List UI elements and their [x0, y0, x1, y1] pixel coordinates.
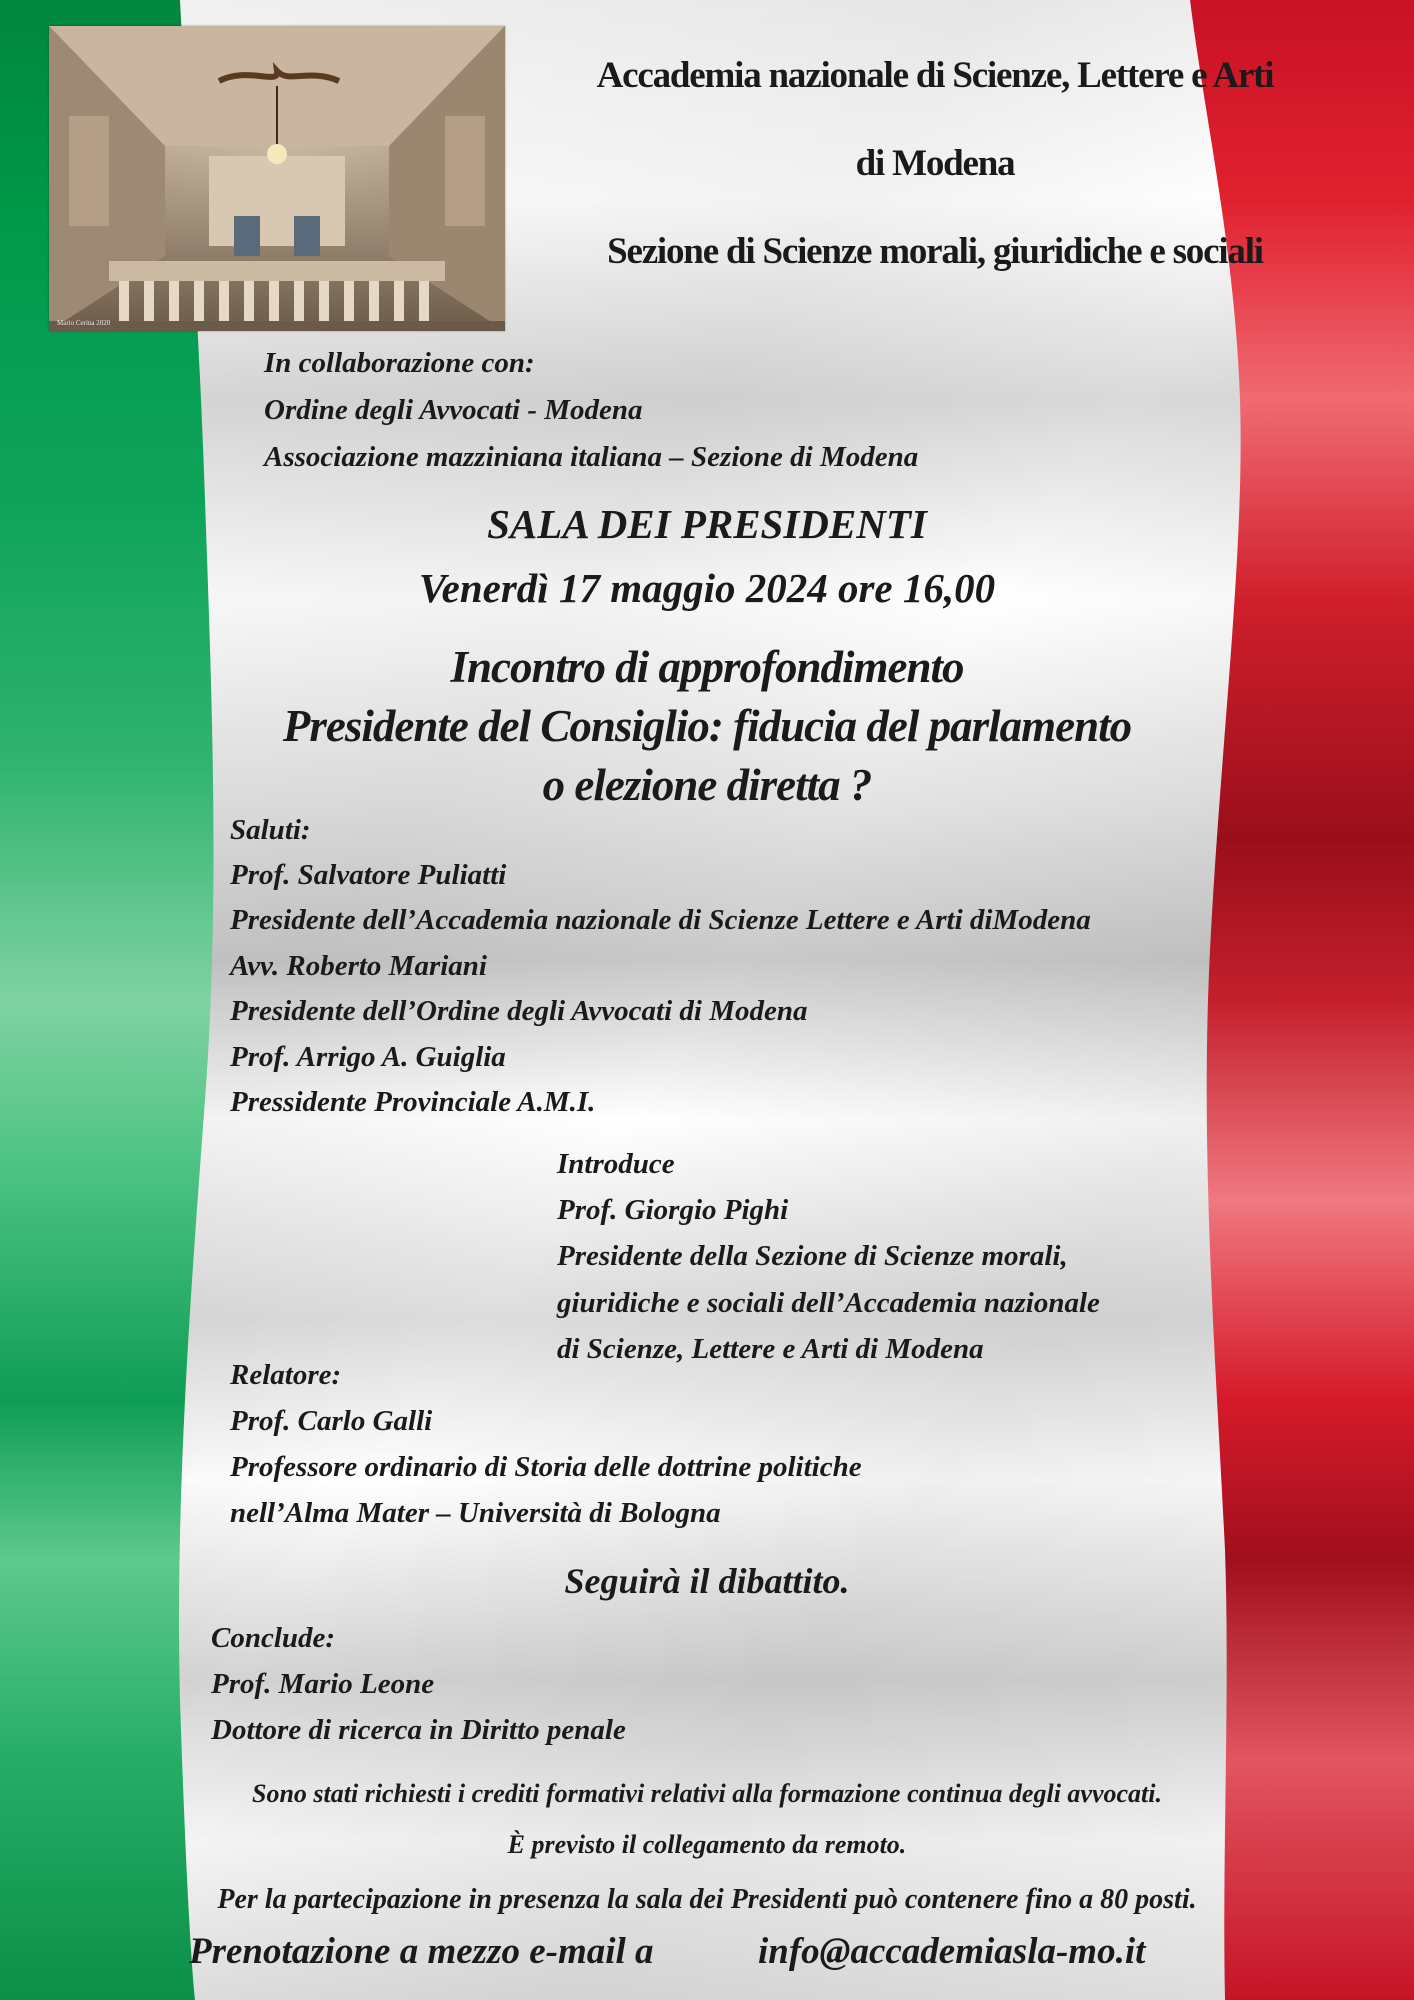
booking-email[interactable]: info@accademiasla-mo.it — [758, 1931, 1146, 1972]
saluti-line: Presidente dell’Ordine degli Avvocati di Modena — [230, 995, 808, 1027]
collaboration-label: In collaborazione con: — [264, 347, 535, 379]
academy-city: di Modena — [855, 143, 1015, 184]
academy-name: Accademia nazionale di Scienze, Lettere e Arti — [596, 55, 1274, 96]
event-datetime: Venerdì 17 maggio 2024 ore 16,00 — [418, 565, 996, 611]
booking-label: Prenotazione a mezzo e-mail a — [189, 1931, 654, 1972]
event-venue: SALA DEI PRESIDENTI — [487, 501, 927, 547]
introduce-label: Introduce — [557, 1148, 675, 1180]
remote-note: È previsto il collegamento da remoto. — [507, 1830, 907, 1859]
conclude-line: Dottore di ricerca in Diritto penale — [211, 1714, 626, 1746]
saluti-line: Prof. Arrigo A. Guiglia — [230, 1041, 506, 1073]
relatore-line: nell’Alma Mater – Università di Bologna — [230, 1497, 721, 1529]
relatore-line: Professore ordinario di Storia delle dottrine politiche — [230, 1451, 862, 1483]
event-title-line1: Presidente del Consiglio: fiducia del parlamento — [282, 701, 1132, 751]
photo-caption: Mario Cerina 2020 — [57, 319, 111, 327]
saluti-line: Pressidente Provinciale A.M.I. — [230, 1086, 596, 1118]
saluti-line: Avv. Roberto Mariani — [230, 950, 487, 982]
event-title-line2: o elezione diretta ? — [542, 760, 872, 810]
dibattito-note: Seguirà il dibattito. — [564, 1561, 850, 1601]
relatore-label: Relatore: — [230, 1359, 342, 1391]
section-name: Sezione di Scienze morali, giuridiche e sociali — [607, 231, 1263, 272]
introduce-line: giuridiche e sociali dell’Accademia nazionale — [557, 1287, 1100, 1319]
conclude-line: Prof. Mario Leone — [211, 1668, 435, 1700]
collaboration-partner: Associazione mazziniana italiana – Sezione di Modena — [264, 441, 919, 473]
seats-note: Per la partecipazione in presenza la sala dei Presidenti può contenere fino a 80 posti. — [217, 1884, 1197, 1915]
collaboration-partner: Ordine degli Avvocati - Modena — [264, 394, 643, 426]
conclude-label: Conclude: — [211, 1622, 336, 1654]
saluti-label: Saluti: — [230, 814, 311, 846]
introduce-line: Prof. Giorgio Pighi — [557, 1194, 789, 1226]
saluti-line: Presidente dell’Accademia nazionale di Scienze Lettere e Arti diModena — [230, 904, 1091, 936]
credits-note: Sono stati richiesti i crediti formativi relativi alla formazione continua degli avvocati. — [252, 1779, 1162, 1808]
event-type: Incontro di approfondimento — [450, 642, 964, 692]
relatore-line: Prof. Carlo Galli — [230, 1405, 433, 1437]
saluti-line: Prof. Salvatore Puliatti — [230, 859, 507, 891]
introduce-line: Presidente della Sezione di Scienze morali, — [557, 1240, 1068, 1272]
introduce-line: di Scienze, Lettere e Arti di Modena — [557, 1333, 984, 1365]
